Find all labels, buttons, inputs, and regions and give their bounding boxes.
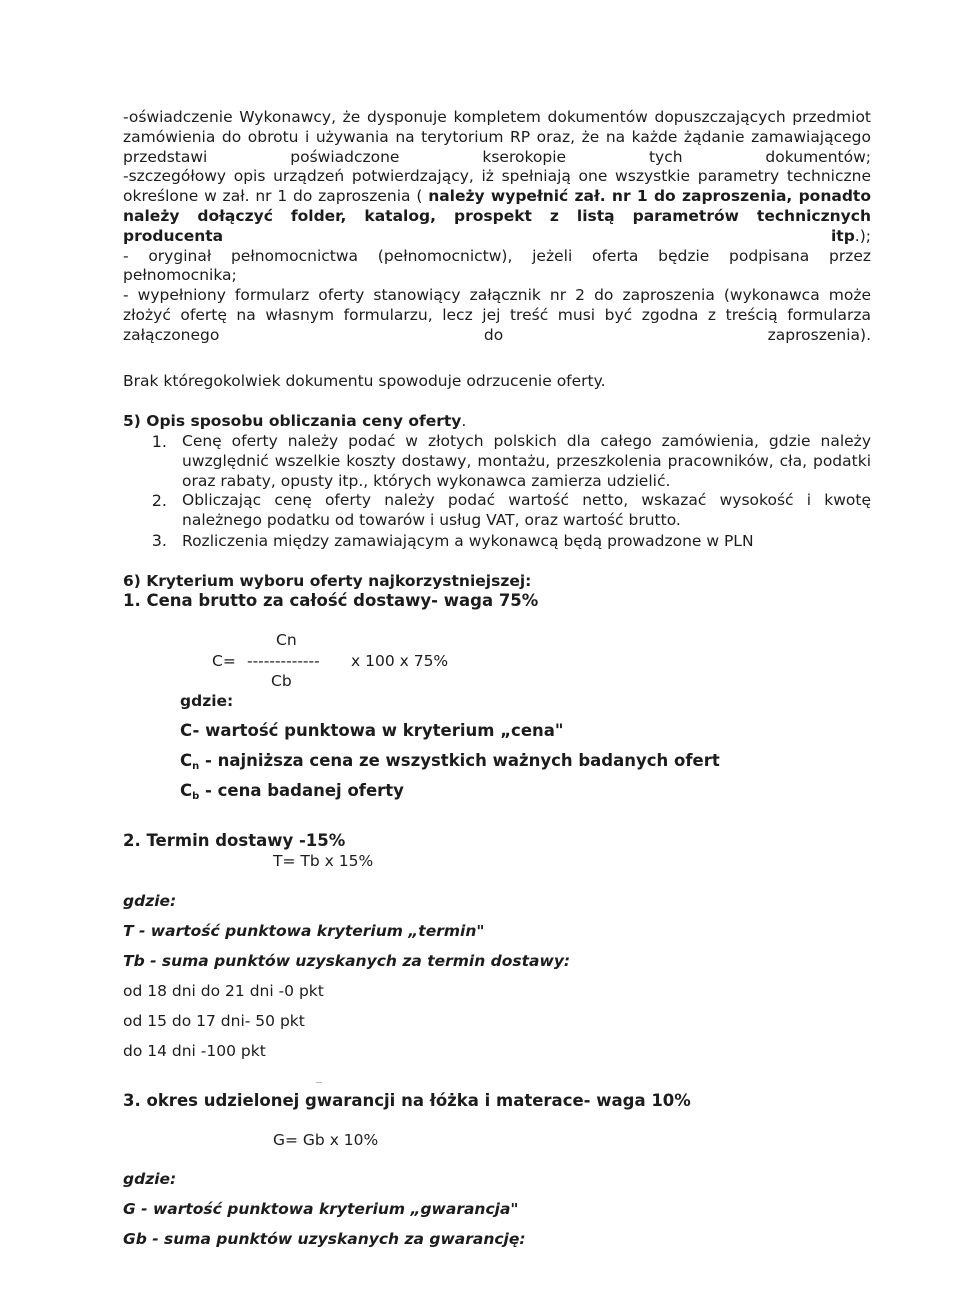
list-item bbox=[182, 491, 871, 531]
criterion-3-def-g: G - wartość punktowa kryterium „gwarancja" bbox=[123, 1200, 519, 1218]
formula-numerator: Cn bbox=[276, 631, 297, 649]
requirement-item-power-of-attorney: - oryginał pełnomocnictwa (pełnomocnictw), jeżeli oferta będzie podpisana przez pełnomocnika; bbox=[123, 246, 871, 285]
list-number: 1. bbox=[151, 432, 167, 451]
criterion-2-where: gdzie: bbox=[123, 892, 177, 910]
criterion-2-def-tb: Tb - suma punktów uzyskanych za termin dostawy: bbox=[123, 952, 571, 970]
formula-lhs: C= bbox=[212, 652, 236, 670]
def-subscript: n bbox=[192, 761, 200, 772]
list-item-text: Cenę oferty należy podać w złotych polskich dla całego zamówienia, gdzie należy uwzględnić wszelkie koszty dostawy, montażu, przeszkolenia pracowników, cła, podatki oraz rabaty, opusty itp., których wykonawca zamierza udzielić. bbox=[182, 432, 871, 490]
rejection-note: Brak któregokolwiek dokumentu spowoduje odrzucenie oferty. bbox=[123, 372, 606, 390]
list-item: od 18 dni do 21 dni -0 pkt bbox=[123, 982, 324, 1000]
section-5-title-end: . bbox=[461, 412, 467, 430]
criterion-3-title: 3. okres udzielonej gwarancji na łóżka i materace- waga 10% bbox=[123, 1091, 691, 1110]
criterion-3-where: gdzie: bbox=[123, 1170, 177, 1188]
list-number: 3. bbox=[151, 531, 167, 550]
def-symbol: C bbox=[180, 781, 193, 800]
requirement-item-offer-form: - wypełniony formularz oferty stanowiący załącznik nr 2 do zaproszenia (wykonawca może złożyć ofertę na własnym formularzu, lecz jej treść musi być zgodna z treścią formularza załączonego do zaproszenia). bbox=[123, 286, 871, 344]
formula-rhs: x 100 x 75% bbox=[351, 652, 449, 670]
requirement-item-technical-description bbox=[123, 167, 871, 246]
def-symbol: C bbox=[180, 751, 193, 770]
list-item: do 14 dni -100 pkt bbox=[123, 1042, 266, 1060]
formula-fraction-line: ------------- bbox=[247, 652, 320, 670]
formula-denominator: Cb bbox=[271, 672, 292, 690]
requirement-end: .); bbox=[854, 226, 871, 245]
requirement-item-statement: -oświadczenie Wykonawcy, że dysponuje kompletem dokumentów dopuszczających przedmiot zamówienia do obrotu i używania na terytorium RP oraz, że na każde żądanie zamawiającego przedstawi poświadczone kserokopie tych dokumentów; bbox=[123, 108, 871, 166]
list-item-text: Obliczając cenę oferty należy podać wartość netto, wskazać wysokość i kwotę należnego podatku od towarów i usług VAT, oraz wartość brutto. bbox=[182, 491, 871, 529]
section-5-heading bbox=[123, 411, 466, 431]
section-5-title: 5) Opis sposobu obliczania ceny oferty bbox=[123, 412, 462, 430]
requirement-bold-text: należy wypełnić zał. nr 1 do zaproszenia, ponadto należy dołączyć folder, katalog, prospekt z listą parametrów technicznych producenta itp bbox=[123, 187, 871, 245]
def-text: - cena badanej oferty bbox=[205, 781, 404, 800]
scan-speck bbox=[316, 1082, 322, 1083]
list-item-text: Rozliczenia między zamawiającym a wykonawcą będą prowadzone w PLN bbox=[182, 532, 754, 550]
criterion-1-title: 1. Cena brutto za całość dostawy- waga 75% bbox=[123, 591, 539, 610]
def-text: - najniższa cena ze wszystkich ważnych badanych ofert bbox=[204, 751, 720, 770]
section-6-heading: 6) Kryterium wyboru oferty najkorzystniejszej: bbox=[123, 572, 532, 590]
requirement-text: -szczegółowy opis urządzeń potwierdzający, iż spełniają one wszystkie parametry techniczne określone w zał. nr 1 do zaproszenia ( bbox=[123, 167, 871, 206]
criterion-1-def-cb bbox=[180, 781, 404, 807]
criterion-2-def-t: T - wartość punktowa kryterium „termin" bbox=[123, 922, 485, 940]
criterion-2-formula: T= Tb x 15% bbox=[273, 852, 374, 870]
criterion-2-title: 2. Termin dostawy -15% bbox=[123, 831, 346, 850]
criterion-1-where: gdzie: bbox=[180, 692, 234, 710]
criterion-3-formula: G= Gb x 10% bbox=[273, 1131, 379, 1149]
list-item: od 15 do 17 dni- 50 pkt bbox=[123, 1012, 305, 1030]
requirements-list bbox=[123, 108, 871, 346]
def-subscript: b bbox=[192, 791, 200, 802]
list-item bbox=[182, 432, 871, 491]
criterion-1-def-cn bbox=[180, 751, 720, 777]
criterion-1-def-c: C- wartość punktowa w kryterium „cena" bbox=[180, 721, 564, 740]
list-number: 2. bbox=[151, 491, 167, 510]
criterion-3-def-gb: Gb - suma punktów uzyskanych za gwarancję: bbox=[123, 1230, 526, 1248]
